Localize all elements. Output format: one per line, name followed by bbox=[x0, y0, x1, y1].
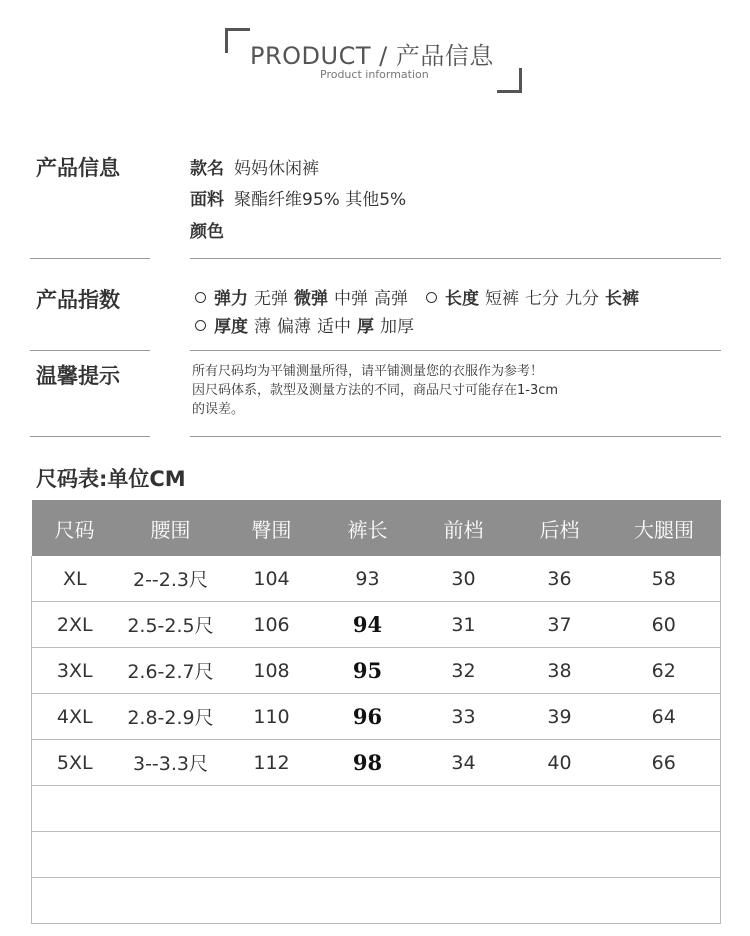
col-header: 前档 bbox=[416, 500, 512, 556]
divider bbox=[30, 350, 150, 351]
circle-icon bbox=[426, 292, 437, 303]
cell-size: XL bbox=[32, 556, 118, 602]
cell-length: 93 bbox=[320, 556, 416, 602]
divider bbox=[190, 258, 721, 259]
circle-icon bbox=[195, 292, 206, 303]
col-header: 后档 bbox=[512, 500, 608, 556]
empty-cell bbox=[32, 878, 721, 924]
cell-hip: 112 bbox=[224, 740, 320, 786]
index-row-elasticity-length bbox=[195, 284, 639, 309]
index-option: 七分 bbox=[525, 289, 559, 309]
index-key: 弹力 bbox=[214, 289, 248, 309]
cell-front-rise: 30 bbox=[416, 556, 512, 602]
tips-line: 因尺码体系，款型及测量方法的不同，商品尺寸可能存在1-3cm bbox=[192, 383, 559, 398]
section-label-product-info: 产品信息 bbox=[36, 156, 120, 180]
table-row bbox=[32, 556, 721, 602]
size-table-title: 尺码表:单位CM bbox=[36, 467, 186, 491]
cell-waist: 3--3.3尺 bbox=[118, 740, 224, 786]
table-row bbox=[32, 694, 721, 740]
empty-table-row bbox=[32, 786, 721, 832]
cell-length: 96 bbox=[320, 694, 416, 740]
cell-waist: 2.8-2.9尺 bbox=[118, 694, 224, 740]
cell-thigh: 62 bbox=[608, 648, 721, 694]
tips-text bbox=[192, 362, 672, 419]
cell-back-rise: 39 bbox=[512, 694, 608, 740]
circle-icon bbox=[195, 320, 206, 331]
page-header bbox=[0, 0, 750, 100]
table-row bbox=[32, 740, 721, 786]
cell-back-rise: 37 bbox=[512, 602, 608, 648]
empty-cell bbox=[32, 832, 721, 878]
section-label-product-index: 产品指数 bbox=[36, 288, 120, 312]
col-header: 尺码 bbox=[32, 500, 118, 556]
divider bbox=[30, 436, 150, 437]
index-option: 中弹 bbox=[334, 289, 368, 309]
cell-front-rise: 32 bbox=[416, 648, 512, 694]
cell-back-rise: 40 bbox=[512, 740, 608, 786]
cell-waist: 2.6-2.7尺 bbox=[118, 648, 224, 694]
cell-thigh: 66 bbox=[608, 740, 721, 786]
info-key: 颜色 bbox=[190, 222, 224, 242]
cell-thigh: 64 bbox=[608, 694, 721, 740]
cell-hip: 110 bbox=[224, 694, 320, 740]
cell-back-rise: 36 bbox=[512, 556, 608, 602]
cell-hip: 108 bbox=[224, 648, 320, 694]
index-option: 无弹 bbox=[254, 289, 288, 309]
index-option: 偏薄 bbox=[277, 317, 311, 337]
index-option: 九分 bbox=[565, 289, 599, 309]
page-subtitle: Product information bbox=[320, 68, 429, 81]
divider bbox=[190, 350, 721, 351]
corner-bracket-bottom-right bbox=[497, 68, 522, 93]
index-option: 加厚 bbox=[380, 317, 414, 337]
info-row-name bbox=[190, 154, 319, 179]
cell-front-rise: 31 bbox=[416, 602, 512, 648]
empty-table-row bbox=[32, 878, 721, 924]
index-option-selected: 长裤 bbox=[605, 289, 639, 309]
index-option: 高弹 bbox=[374, 289, 408, 309]
divider bbox=[30, 258, 150, 259]
info-key: 面料 bbox=[190, 190, 224, 210]
info-value: 聚酯纤维95% 其他5% bbox=[234, 190, 407, 210]
info-row-fabric bbox=[190, 185, 406, 210]
col-header: 臀围 bbox=[224, 500, 320, 556]
tips-line: 的误差。 bbox=[192, 402, 245, 417]
col-header: 裤长 bbox=[320, 500, 416, 556]
cell-hip: 106 bbox=[224, 602, 320, 648]
cell-front-rise: 34 bbox=[416, 740, 512, 786]
table-row bbox=[32, 602, 721, 648]
cell-thigh: 60 bbox=[608, 602, 721, 648]
cell-front-rise: 33 bbox=[416, 694, 512, 740]
cell-length: 95 bbox=[320, 648, 416, 694]
index-option-selected: 厚 bbox=[357, 317, 374, 337]
cell-waist: 2.5-2.5尺 bbox=[118, 602, 224, 648]
tips-line: 所有尺码均为平铺测量所得，请平铺测量您的衣服作为参考！ bbox=[192, 364, 544, 379]
corner-bracket-top-left bbox=[225, 28, 250, 53]
size-table-header bbox=[32, 500, 721, 556]
cell-size: 3XL bbox=[32, 648, 118, 694]
info-key: 款名 bbox=[190, 159, 224, 179]
empty-table-row bbox=[32, 832, 721, 878]
index-option: 短裤 bbox=[485, 289, 519, 309]
col-header: 大腿围 bbox=[608, 500, 721, 556]
cell-size: 2XL bbox=[32, 602, 118, 648]
index-key: 厚度 bbox=[214, 317, 248, 337]
empty-cell bbox=[32, 786, 721, 832]
index-option: 适中 bbox=[317, 317, 351, 337]
size-table bbox=[31, 500, 721, 924]
col-header: 腰围 bbox=[118, 500, 224, 556]
cell-back-rise: 38 bbox=[512, 648, 608, 694]
page-title: PRODUCT / 产品信息 bbox=[250, 42, 494, 70]
cell-waist: 2--2.3尺 bbox=[118, 556, 224, 602]
index-option: 薄 bbox=[254, 317, 271, 337]
cell-size: 5XL bbox=[32, 740, 118, 786]
index-key: 长度 bbox=[445, 289, 479, 309]
cell-length: 98 bbox=[320, 740, 416, 786]
table-row bbox=[32, 648, 721, 694]
cell-hip: 104 bbox=[224, 556, 320, 602]
divider bbox=[190, 436, 721, 437]
info-value: 妈妈休闲裤 bbox=[234, 159, 319, 179]
index-option-selected: 微弹 bbox=[294, 289, 328, 309]
index-row-thickness bbox=[195, 312, 414, 337]
section-label-tips: 温馨提示 bbox=[36, 364, 120, 388]
cell-thigh: 58 bbox=[608, 556, 721, 602]
info-row-color bbox=[190, 217, 234, 242]
cell-size: 4XL bbox=[32, 694, 118, 740]
cell-length: 94 bbox=[320, 602, 416, 648]
